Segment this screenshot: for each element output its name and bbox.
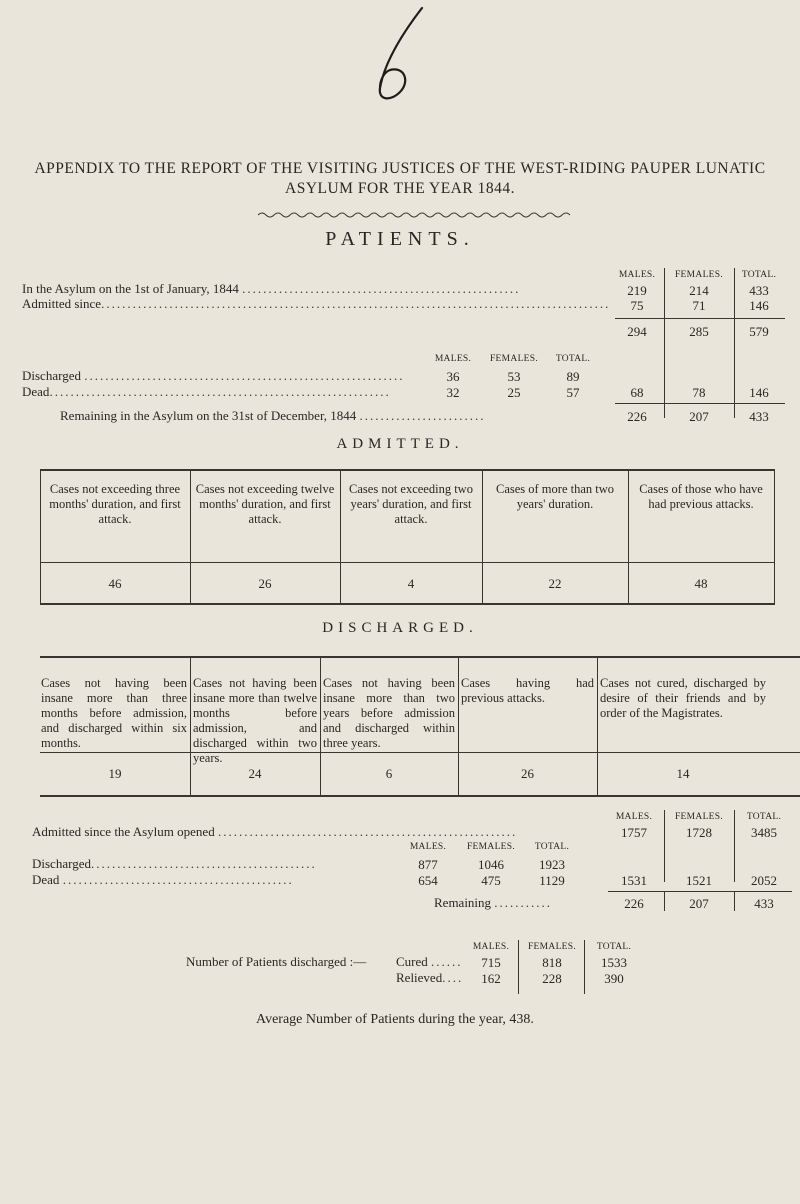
wavy-divider [258, 206, 574, 214]
admitted-header-4: Cases of more than two years' duration. [495, 482, 615, 511]
row-dead-sum-total: 146 [749, 385, 769, 400]
row-discharged-males: 36 [446, 369, 460, 384]
row-dead-females: 25 [507, 385, 521, 400]
row-discharged-total: 89 [566, 369, 580, 384]
totals-admitted-label: Admitted since the Asylum opened ......................................................... [32, 824, 518, 839]
totals-dead-sum-total: 2052 [751, 873, 777, 888]
patients-sum-rule-1 [615, 318, 785, 319]
row-dead-total: 57 [566, 385, 580, 400]
totals-dead-total: 1129 [539, 873, 565, 888]
discharge-kind-header-total: TOTAL. [596, 942, 632, 952]
row-dead-label: Dead................................................................. [22, 384, 391, 399]
row-remaining-males: 226 [627, 409, 647, 424]
totals-discharged-females: 1046 [478, 857, 504, 872]
discharged-heading: DISCHARGED. [322, 620, 478, 636]
totals-dead-males: 654 [418, 873, 438, 888]
patients-sub-header-total: TOTAL. [555, 354, 591, 364]
row-admitted-females: 71 [692, 298, 706, 313]
admitted-value-2: 26 [258, 576, 272, 591]
page-title-line2: ASYLUM FOR THE YEAR 1844. [285, 180, 515, 197]
totals-remaining-males: 226 [624, 896, 644, 911]
row-remaining-label: Remaining in the Asylum on the 31st of December, 1844 ........................ [60, 408, 486, 423]
discharge-kind-divider-1 [518, 940, 519, 994]
totals-sum-rule [608, 891, 792, 892]
totals-dead-label: Dead ............................................ [32, 872, 294, 887]
totals-col-divider-2 [734, 810, 735, 882]
row-admitted-males: 75 [630, 298, 644, 313]
discharge-kind-header-females: FEMALES. [527, 942, 577, 952]
handwritten-page-number [360, 0, 450, 110]
discharged-value-1: 19 [108, 766, 122, 781]
admitted-header-3: Cases not exceeding two years' duration, and first attack. [349, 482, 473, 526]
admitted-heading: ADMITTED. [336, 436, 464, 452]
discharge-kind-cured-females: 818 [542, 955, 562, 970]
discharged-value-4: 26 [521, 766, 534, 781]
discharge-kind-cured-males: 715 [481, 955, 501, 970]
totals-remaining-females: 207 [689, 896, 709, 911]
row-subtotal-females: 285 [689, 324, 709, 339]
row-admitted-total: 146 [749, 298, 769, 313]
admitted-bottom-rule [40, 603, 774, 605]
totals-admitted-males: 1757 [621, 825, 647, 840]
admitted-divider-5 [774, 469, 775, 605]
row-remaining-total: 433 [749, 409, 769, 424]
admitted-value-1: 46 [108, 576, 122, 591]
discharge-kind-label: Number of Patients discharged :— [186, 954, 367, 969]
discharge-kind-relieved-females: 228 [542, 971, 562, 986]
admitted-top-rule [40, 469, 774, 471]
discharge-kind-cured-total: 1533 [601, 955, 627, 970]
discharged-header-1: Cases not having been insane more than three months before admission, and discharged within six months. [41, 676, 187, 750]
row-subtotal-total: 579 [749, 324, 769, 339]
discharged-header-2: Cases not having been insane more than twelve months before admission, and discharged within two years. [193, 676, 317, 765]
row-jan1-label: In the Asylum on the 1st of January, 1844 ..................................................... [22, 281, 521, 296]
admitted-value-3: 4 [407, 576, 415, 591]
patients-heading: PATIENTS. [325, 228, 475, 250]
totals-dead-sum-females: 1521 [686, 873, 712, 888]
totals-dead-females: 475 [481, 873, 501, 888]
patients-header-males: MALES. [618, 270, 656, 280]
patients-sub-header-males: MALES. [434, 354, 472, 364]
row-dead-males: 32 [446, 385, 460, 400]
admitted-header-5: Cases of those who have had previous attacks. [639, 482, 763, 511]
row-subtotal-males: 294 [627, 324, 647, 339]
row-jan1-males: 219 [627, 283, 647, 298]
discharged-value-2: 24 [248, 766, 262, 781]
patients-header-females: FEMALES. [674, 270, 724, 280]
row-dead-sum-males: 68 [630, 385, 644, 400]
totals-header-total: TOTAL. [746, 812, 782, 822]
totals-admitted-females: 1728 [686, 825, 712, 840]
admitted-header-2: Cases not exceeding twelve months' duration, and first attack. [195, 482, 335, 526]
totals-admitted-total: 3485 [751, 825, 777, 840]
discharge-kind-cured-label: Cured ...... [396, 954, 463, 969]
totals-remaining-total: 433 [754, 896, 774, 911]
row-remaining-females: 207 [689, 409, 709, 424]
totals-sub-header-males: MALES. [409, 842, 447, 852]
admitted-value-5: 48 [694, 576, 708, 591]
totals-remaining-label: Remaining ........... [434, 895, 553, 910]
totals-sub-header-females: FEMALES. [466, 842, 516, 852]
totals-discharged-total: 1923 [539, 857, 565, 872]
totals-discharged-label: Discharged........................................... [32, 856, 317, 871]
totals-header-females: FEMALES. [674, 812, 724, 822]
discharged-header-3: Cases not having been insane more than two years before admission and discharged within three years. [323, 676, 455, 750]
discharged-header-5: Cases not cured, discharged by desire of their friends and by order of the Magistrates. [600, 676, 766, 720]
row-discharged-females: 53 [507, 369, 521, 384]
admitted-value-4: 22 [548, 576, 562, 591]
discharged-value-5: 14 [676, 766, 690, 781]
admitted-header-1: Cases not exceeding three months' duration, and first attack. [49, 482, 181, 526]
discharge-kind-relieved-label: Relieved.... [396, 970, 464, 985]
discharged-bottom-rule [40, 795, 800, 797]
row-dead-sum-females: 78 [692, 385, 706, 400]
discharged-mid-rule [40, 752, 800, 753]
discharged-header-4: Cases having had previous attacks. [461, 676, 594, 705]
patients-header-total: TOTAL. [741, 270, 777, 280]
admitted-mid-rule [40, 562, 774, 563]
discharged-top-rule [40, 656, 800, 658]
discharge-kind-header-males: MALES. [472, 942, 510, 952]
discharged-value-3: 6 [385, 766, 393, 781]
totals-sub-header-total: TOTAL. [534, 842, 570, 852]
average-patients: Average Number of Patients during the year, 438. [256, 1012, 534, 1027]
totals-discharged-males: 877 [418, 857, 438, 872]
totals-dead-sum-males: 1531 [621, 873, 647, 888]
totals-header-males: MALES. [615, 812, 653, 822]
totals-col-divider-1 [664, 810, 665, 882]
row-jan1-total: 433 [749, 283, 769, 298]
patients-sub-header-females: FEMALES. [489, 354, 539, 364]
row-admitted-label: Admitted since................................................................................................. [22, 296, 611, 311]
discharge-kind-relieved-males: 162 [481, 971, 501, 986]
row-jan1-females: 214 [689, 283, 709, 298]
patients-sum-rule-2 [615, 403, 785, 404]
row-discharged-label: Discharged ............................................................. [22, 368, 405, 383]
page-title-line1: APPENDIX TO THE REPORT OF THE VISITING JUSTICES OF THE WEST-RIDING PAUPER LUNATIC [34, 160, 766, 177]
discharge-kind-relieved-total: 390 [604, 971, 624, 986]
